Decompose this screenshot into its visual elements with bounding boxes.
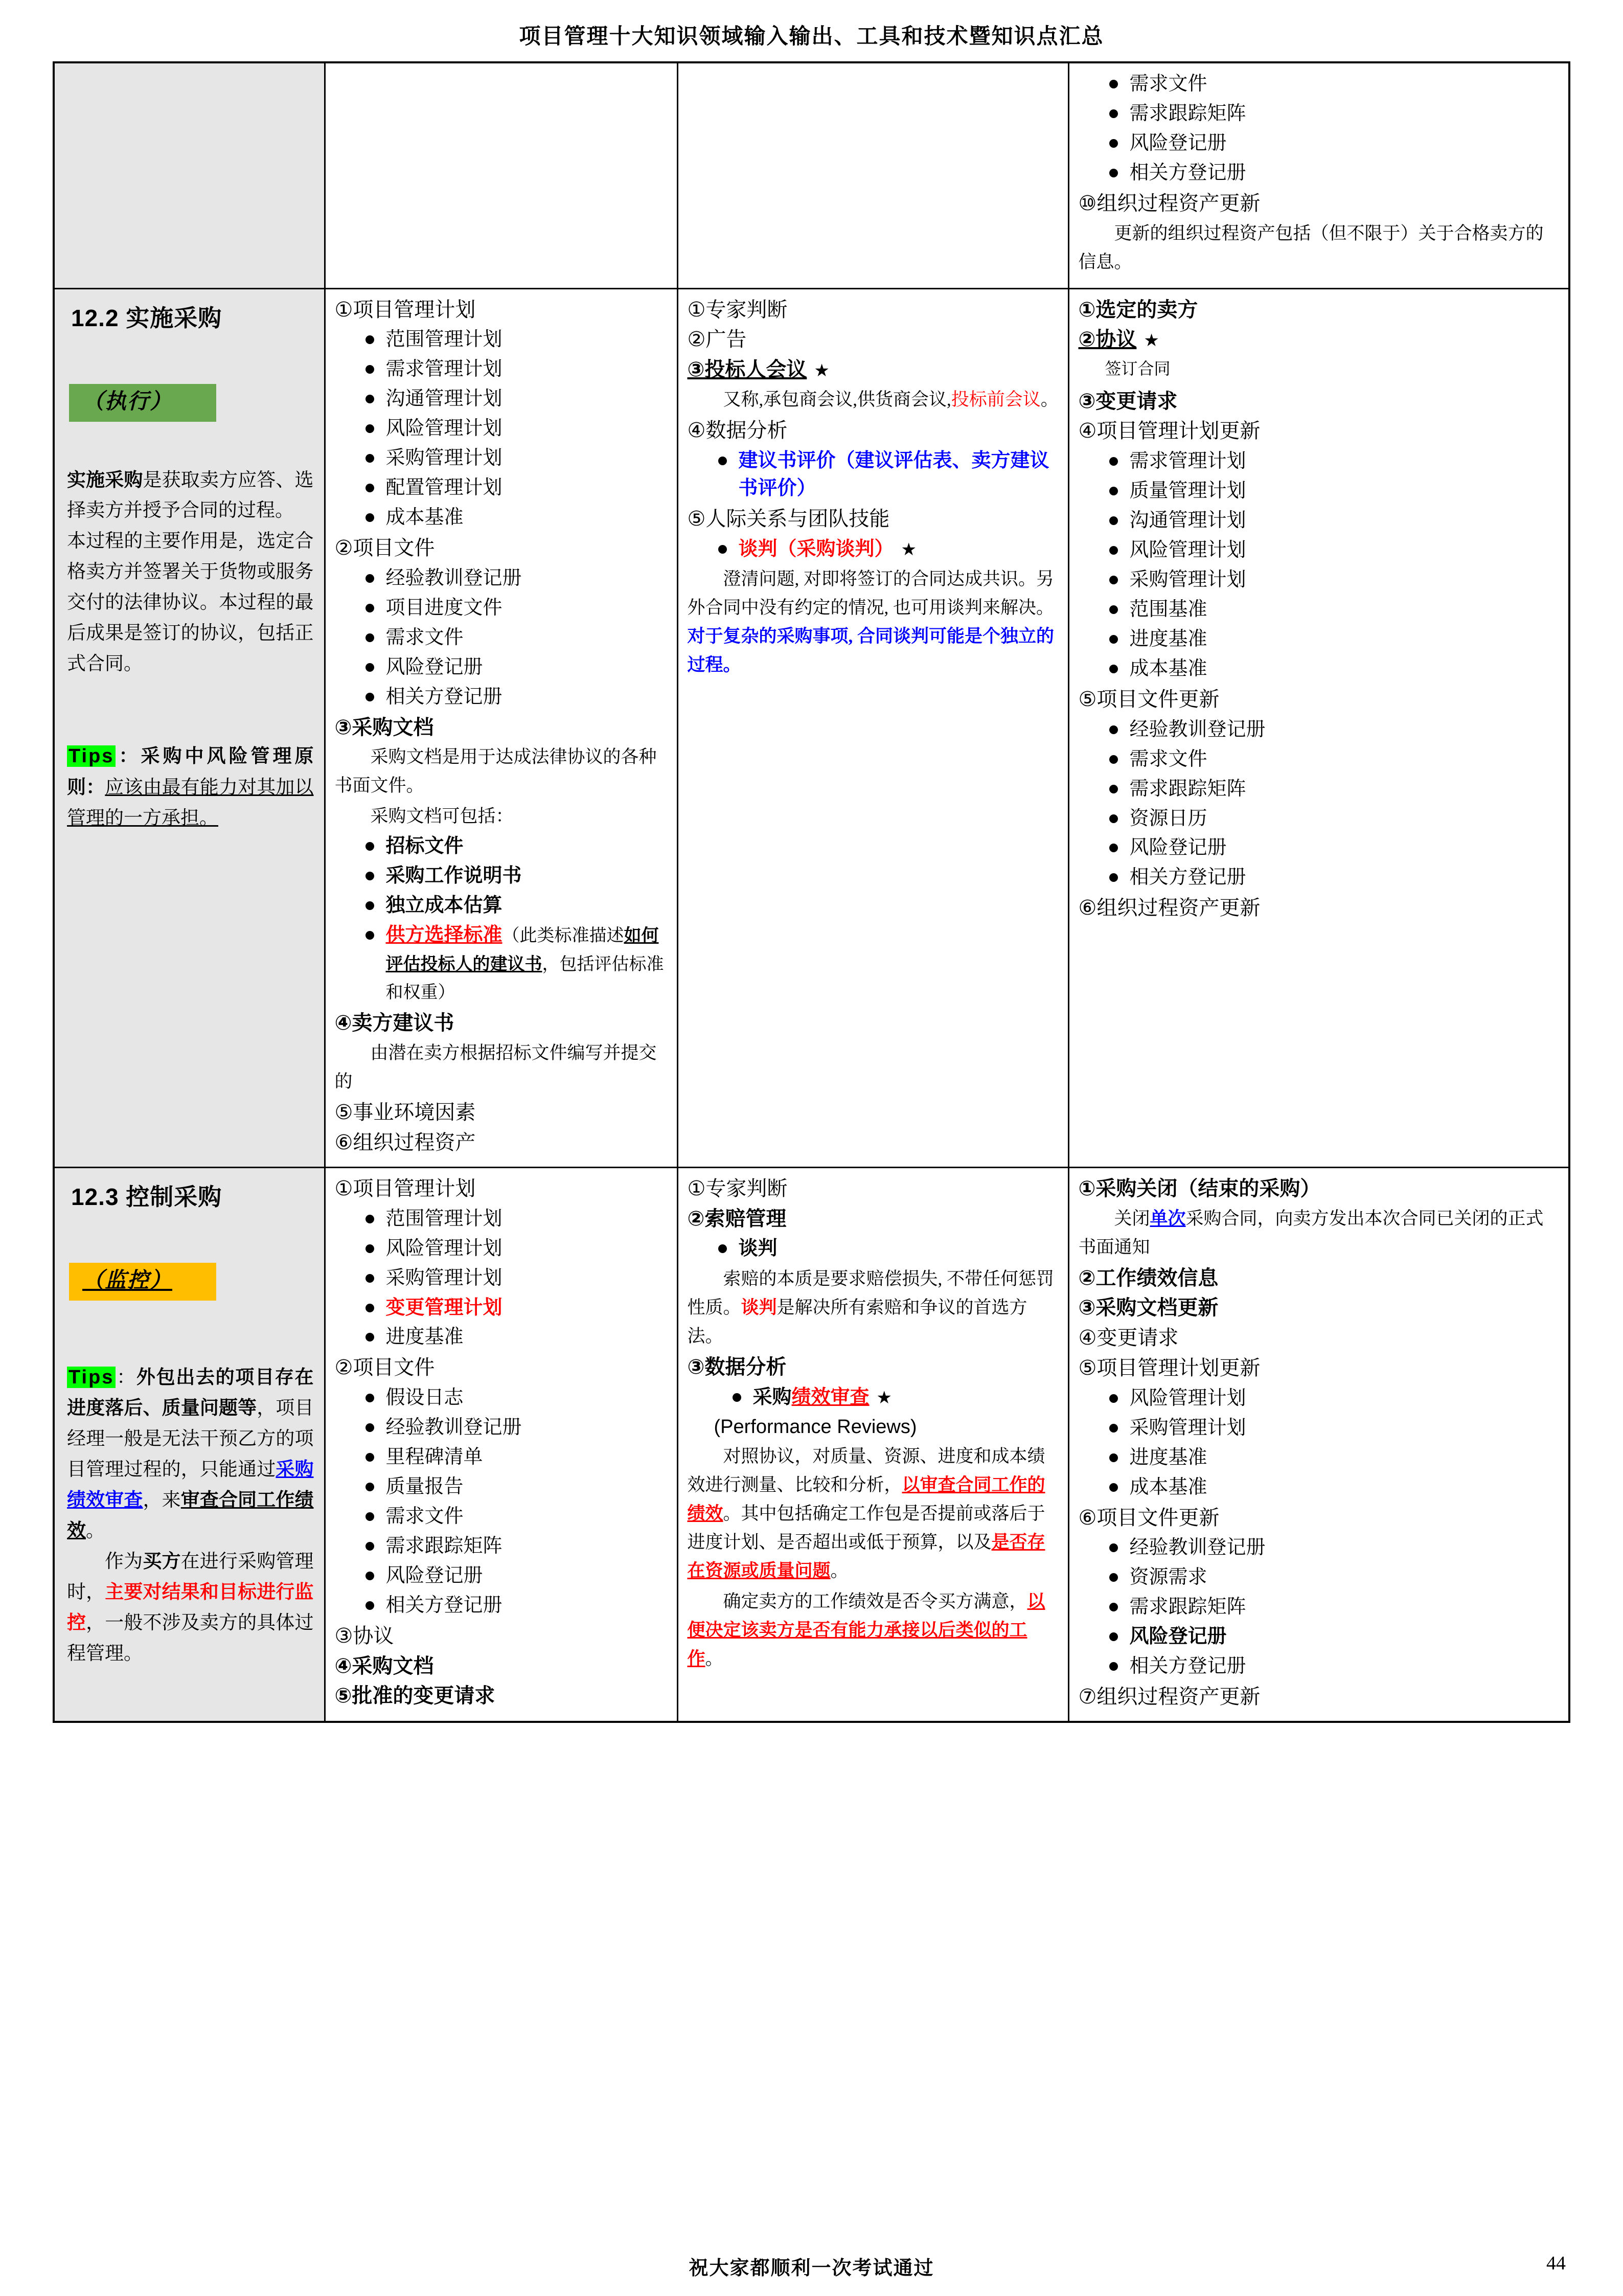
para2-a: 作为 [105, 1551, 143, 1573]
list-item: 成本基准 [1106, 1474, 1562, 1502]
list-item: 资源需求 [1106, 1564, 1562, 1592]
footer-wish-text: 祝大家都顺利一次考试通过 [689, 2258, 934, 2279]
definition-lead: 实施采购 [67, 469, 143, 490]
list-item: 相关方登记册 [362, 1592, 670, 1620]
input-item-3-note-2: 采购文档可包括： [370, 806, 514, 827]
tool-item-3: ③数据分析 [687, 1356, 787, 1379]
output-item-4: ④项目管理计划更新 [1078, 420, 1261, 443]
definition-rest: 是获取卖方应答、选择卖方并授予合同的过程。 [67, 469, 314, 521]
cell-outputs-12-2 [1068, 288, 1569, 1167]
list-item-negotiation [715, 536, 1061, 563]
list-item: 经验教训登记册 [1106, 1534, 1562, 1562]
bullet-list [335, 833, 670, 1007]
output-item-2: ②工作绩效信息 [1078, 1266, 1219, 1289]
list-item: 范围管理计划 [362, 1206, 670, 1233]
tool-item-5: ⑤人际关系与团队技能 [687, 507, 890, 530]
list-item: 进度基准 [1106, 626, 1562, 653]
supplier-criteria-label: 供方选择标准 [385, 924, 502, 946]
process-purpose: 本过程的主要作用是，选定合格卖方并签署关于货物或服务交付的法律协议。本过程的最后成果是签订的协议，包括正式合同。 [67, 531, 314, 675]
cell-side-continuation [54, 62, 325, 288]
list-item: 需求管理计划 [362, 356, 670, 383]
tool-item-2: ②广告 [687, 328, 747, 351]
list-item: 经验教训登记册 [362, 565, 670, 593]
note-red-c: 以便决定该卖方是否有能力承接以后类似的工作 [687, 1592, 1045, 1669]
tips-tag: Tips [67, 1367, 116, 1388]
cell-inputs-12-3 [325, 1167, 677, 1722]
cell-inputs-continuation [325, 62, 677, 288]
list-item-negotiation: 谈判 [715, 1235, 1061, 1263]
tool-item-2: ②索赔管理 [687, 1207, 787, 1230]
cell-inputs-12-2 [325, 288, 677, 1167]
cell-outputs-12-3 [1068, 1167, 1569, 1722]
tool-item-3-note-tail: 。 [1040, 390, 1059, 410]
tool-item-3-note [688, 385, 1061, 414]
list-item: 风险管理计划 [1106, 537, 1562, 564]
star-icon: ★ [901, 539, 917, 559]
bullet-list [335, 1206, 670, 1352]
list-item: 项目进度文件 [362, 595, 670, 622]
list-item: 需求跟踪矩阵 [1106, 100, 1562, 128]
tips-block-12-3 [67, 1362, 314, 1669]
close-note-a: 关闭 [1114, 1208, 1150, 1229]
list-item: 资源日历 [1106, 805, 1562, 833]
tool-item-5-note-plain: 澄清问题, 对即将签订的合同达成共识。另外合同中没有约定的情况, 也可用谈判来解决。 [687, 569, 1055, 618]
list-item: 成本基准 [1106, 655, 1562, 683]
output-item-1-note [1079, 1204, 1562, 1262]
output-item-1: ①采购关闭（结束的采购） [1078, 1177, 1321, 1200]
cell-tools-12-2 [677, 288, 1068, 1167]
list-item: 经验教训登记册 [362, 1414, 670, 1442]
list-item: 范围管理计划 [362, 326, 670, 354]
list-item: 招标文件 [362, 833, 670, 860]
bullet-list [1079, 1385, 1562, 1502]
input-item-5: ⑤批准的变更请求 [334, 1685, 495, 1708]
performance-reviews-english: (Performance Reviews) [714, 1416, 917, 1438]
list-item: 需求文件 [1106, 71, 1562, 98]
list-item: 采购管理计划 [362, 445, 670, 472]
phase-badge-execute: （执行） [69, 384, 216, 422]
tool-item-1: ①专家判断 [687, 298, 788, 321]
list-item: 独立成本估算 [362, 892, 670, 920]
list-item: 需求文件 [1106, 746, 1562, 774]
bullet-list [1079, 1534, 1562, 1680]
output-item-3: ③变更请求 [1078, 390, 1178, 413]
output-item-6: ⑥组织过程资产更新 [1078, 897, 1261, 920]
list-item: 风险登记册 [1106, 130, 1562, 157]
output-item-10: ⑩组织过程资产更新 [1078, 192, 1261, 215]
note-c: 。 [830, 1561, 849, 1581]
tips-head: ： [116, 1367, 136, 1388]
page-number: 44 [1546, 2253, 1566, 2274]
list-item-risk-register: 风险登记册 [1106, 1623, 1562, 1651]
list-item: 范围基准 [1106, 596, 1562, 624]
tips-tag: Tips [67, 745, 116, 767]
list-item: 风险管理计划 [362, 1235, 670, 1263]
tips-head: ：采购中风险管理原则： [67, 746, 314, 798]
output-item-6: ⑥项目文件更新 [1078, 1506, 1220, 1529]
supplier-criteria-underline: 如何评估投标人的建议书 [385, 926, 659, 974]
note-red-b: 是否存在资源或质量问题 [687, 1532, 1045, 1581]
supplier-criteria-suffix: ，包括评估标准和权重） [385, 954, 664, 1003]
list-item: 风险管理计划 [362, 415, 670, 443]
tool-item-5-note [688, 565, 1061, 679]
tips-bold: 外包出去的项目存在进度落后、质量问题等 [67, 1367, 314, 1419]
output-item-2-label: ②协议 [1078, 328, 1137, 351]
bullet-list [1079, 716, 1562, 892]
input-item-1: ①项目管理计划 [334, 298, 476, 321]
list-item: 需求管理计划 [1106, 448, 1562, 475]
page-footer [0, 2252, 1623, 2279]
supplier-criteria-prefix: （此类标准描述 [502, 926, 624, 946]
tips-underline-tail: 审查合同工作绩效 [67, 1490, 314, 1542]
bullet-list [335, 565, 670, 711]
phase-badge-monitor: （监控） [69, 1263, 216, 1301]
process-title-12-2: 12.2 实施采购 [71, 304, 222, 331]
list-item: 采购工作说明书 [362, 862, 670, 890]
input-item-3: ③采购文档 [334, 716, 434, 739]
input-item-2: ②项目文件 [334, 537, 435, 560]
input-item-4-note: 由潜在卖方根据招标文件编写并提交的 [334, 1043, 657, 1092]
list-item: 需求文件 [362, 624, 670, 652]
list-item: 质量管理计划 [1106, 478, 1562, 505]
table-row-12-2 [54, 288, 1569, 1167]
tool-item-2-note-b: 是解决所有索赔和争议的首选方法。 [687, 1298, 1027, 1347]
page-title: 项目管理十大知识领域输入输出、工具和技术暨知识点汇总 [519, 25, 1104, 49]
close-note-blue: 单次 [1150, 1208, 1186, 1229]
tips-after: ，来 [143, 1490, 181, 1511]
tool-item-3-note-plain: 又称,承包商会议,供货商会议, [723, 390, 951, 410]
bullet-list [1079, 71, 1562, 187]
table-row-12-3 [54, 1167, 1569, 1722]
output-item-10-note: 更新的组织过程资产包括（但不限于）关于合格卖方的信息。 [1078, 223, 1544, 272]
output-item-7: ⑦组织过程资产更新 [1078, 1686, 1261, 1709]
process-definition-12-2 [67, 465, 314, 680]
list-item: 风险登记册 [362, 1562, 670, 1590]
process-matrix-table [53, 61, 1570, 1723]
close-note-b: 采购合同，向卖方发出本次合同已关闭的正式书面通知 [1078, 1208, 1544, 1257]
input-item-5: ⑤事业环境因素 [334, 1101, 476, 1124]
list-item-supplier-criteria [362, 922, 670, 1007]
output-item-5: ⑤项目管理计划更新 [1078, 1357, 1261, 1380]
bullet-list [1079, 448, 1562, 683]
list-item: 质量报告 [362, 1473, 670, 1501]
list-item: 配置管理计划 [362, 474, 670, 502]
star-icon: ★ [1144, 331, 1159, 351]
output-item-3: ③采购文档更新 [1078, 1297, 1219, 1320]
cell-side-12-2 [54, 288, 325, 1167]
tips-underlined: 应该由最有能力对其加以管理的一方承担。 [67, 777, 314, 829]
bullet-list [335, 1384, 670, 1620]
para2-red: 主要对结果和目标进行监控 [67, 1581, 314, 1633]
tips-mid: ，项目经理一般是无法干预乙方的项目管理过程的，只能通过 [67, 1398, 314, 1481]
output-item-2-note: 签订合同 [1105, 359, 1171, 378]
star-icon: ★ [876, 1388, 893, 1408]
list-item: 假设日志 [362, 1384, 670, 1412]
tool-item-2-note-a: 索赔的本质是要求赔偿损失, 不带任何惩罚性质。 [687, 1269, 1055, 1318]
bullet-list [688, 536, 1061, 563]
input-item-6: ⑥组织过程资产 [334, 1131, 476, 1154]
list-item: 沟通管理计划 [362, 385, 670, 413]
tool-item-3 [688, 355, 1061, 384]
note-d: 确定卖方的工作绩效是否令买方满意， [723, 1592, 1027, 1612]
list-item: 成本基准 [362, 504, 670, 532]
tool-item-2-note [688, 1265, 1061, 1351]
tool-item-4: ④数据分析 [687, 419, 788, 442]
output-item-5: ⑤项目文件更新 [1078, 688, 1220, 711]
tool-item-3-note-red: 投标前会议 [951, 390, 1041, 410]
cell-tools-continuation [677, 62, 1068, 288]
list-item: 风险登记册 [362, 654, 670, 681]
input-item-1: ①项目管理计划 [334, 1177, 476, 1200]
list-item: 相关方登记册 [1106, 1653, 1562, 1680]
perf-review-red: 绩效审查 [791, 1386, 870, 1408]
input-item-4: ④采购文档 [334, 1654, 434, 1677]
tool-item-3-label: ③投标人会议 [687, 358, 807, 381]
list-item: 相关方登记册 [1106, 864, 1562, 892]
bullet-list [335, 326, 670, 532]
tool-item-3-note-1 [688, 1442, 1061, 1585]
list-item: 需求文件 [362, 1503, 670, 1531]
list-item: 进度基准 [362, 1324, 670, 1351]
list-item: 沟通管理计划 [1106, 507, 1562, 535]
tool-item-3-note-2 [688, 1587, 1061, 1673]
list-item: 进度基准 [1106, 1444, 1562, 1472]
list-item-change-management-plan: 变更管理计划 [362, 1294, 670, 1322]
para2-d: ，一般不涉及卖方的具体过程管理。 [67, 1612, 314, 1664]
input-item-4: ④卖方建议书 [334, 1012, 454, 1035]
output-item-4: ④变更请求 [1078, 1327, 1179, 1350]
tool-item-2-note-red: 谈判 [741, 1298, 777, 1318]
input-item-3: ③协议 [334, 1624, 394, 1647]
table-row-continuation [54, 62, 1569, 288]
output-item-2 [1079, 325, 1562, 354]
cell-tools-12-3 [677, 1167, 1068, 1722]
list-item: 相关方登记册 [1106, 160, 1562, 187]
note-a: 对照协议，对质量、资源、进度和成本绩效进行测量、比较和分析， [687, 1446, 1045, 1495]
list-item-performance-review [729, 1384, 1061, 1412]
input-item-2: ②项目文件 [334, 1356, 435, 1379]
list-item: 采购管理计划 [1106, 1415, 1562, 1442]
list-item: 需求跟踪矩阵 [1106, 1594, 1562, 1621]
bullet-list [688, 1384, 1061, 1412]
perf-review-plain: 采购 [752, 1386, 792, 1408]
bullet-list [688, 1235, 1061, 1263]
list-item-proposal-evaluation: 建议书评价（建议评估表、卖方建议书评价） [715, 447, 1061, 503]
note-b: 。其中包括确定工作包是否提前或落后于进度计划、是否超出或低于预算，以及 [687, 1504, 1045, 1553]
process-title-12-3: 12.3 控制采购 [71, 1183, 222, 1210]
negotiation-label: 谈判（采购谈判） [738, 538, 894, 560]
list-item: 相关方登记册 [362, 684, 670, 711]
list-item: 经验教训登记册 [1106, 716, 1562, 744]
cell-outputs-continuation [1068, 62, 1569, 288]
list-item: 风险登记册 [1106, 834, 1562, 862]
tips-block-12-2 [67, 741, 314, 833]
note-e: 。 [705, 1649, 723, 1669]
tool-item-5-note-blue: 对于复杂的采购事项, 合同谈判可能是个独立的过程。 [687, 626, 1055, 675]
para2-buyer: 买方 [143, 1551, 181, 1573]
tool-item-1: ①专家判断 [687, 1177, 788, 1200]
list-item: 采购管理计划 [362, 1265, 670, 1292]
list-item: 需求跟踪矩阵 [1106, 776, 1562, 803]
note-red-a: 以审查合同工作的绩效 [687, 1475, 1045, 1524]
list-item: 采购管理计划 [1106, 566, 1562, 594]
cell-side-12-3 [54, 1167, 325, 1722]
tips-period: 。 [86, 1520, 105, 1542]
list-item: 需求跟踪矩阵 [362, 1533, 670, 1560]
para2-c: 在进行采购管理时， [67, 1551, 314, 1603]
star-icon: ★ [814, 361, 830, 381]
bullet-list [688, 447, 1061, 503]
tips-blue-link: 采购绩效审查 [67, 1459, 314, 1511]
output-item-1: ①选定的卖方 [1078, 298, 1198, 321]
input-item-3-note-1: 采购文档是用于达成法律协议的各种书面文件。 [334, 747, 657, 796]
list-item: 风险管理计划 [1106, 1385, 1562, 1413]
list-item: 里程碑清单 [362, 1444, 670, 1471]
